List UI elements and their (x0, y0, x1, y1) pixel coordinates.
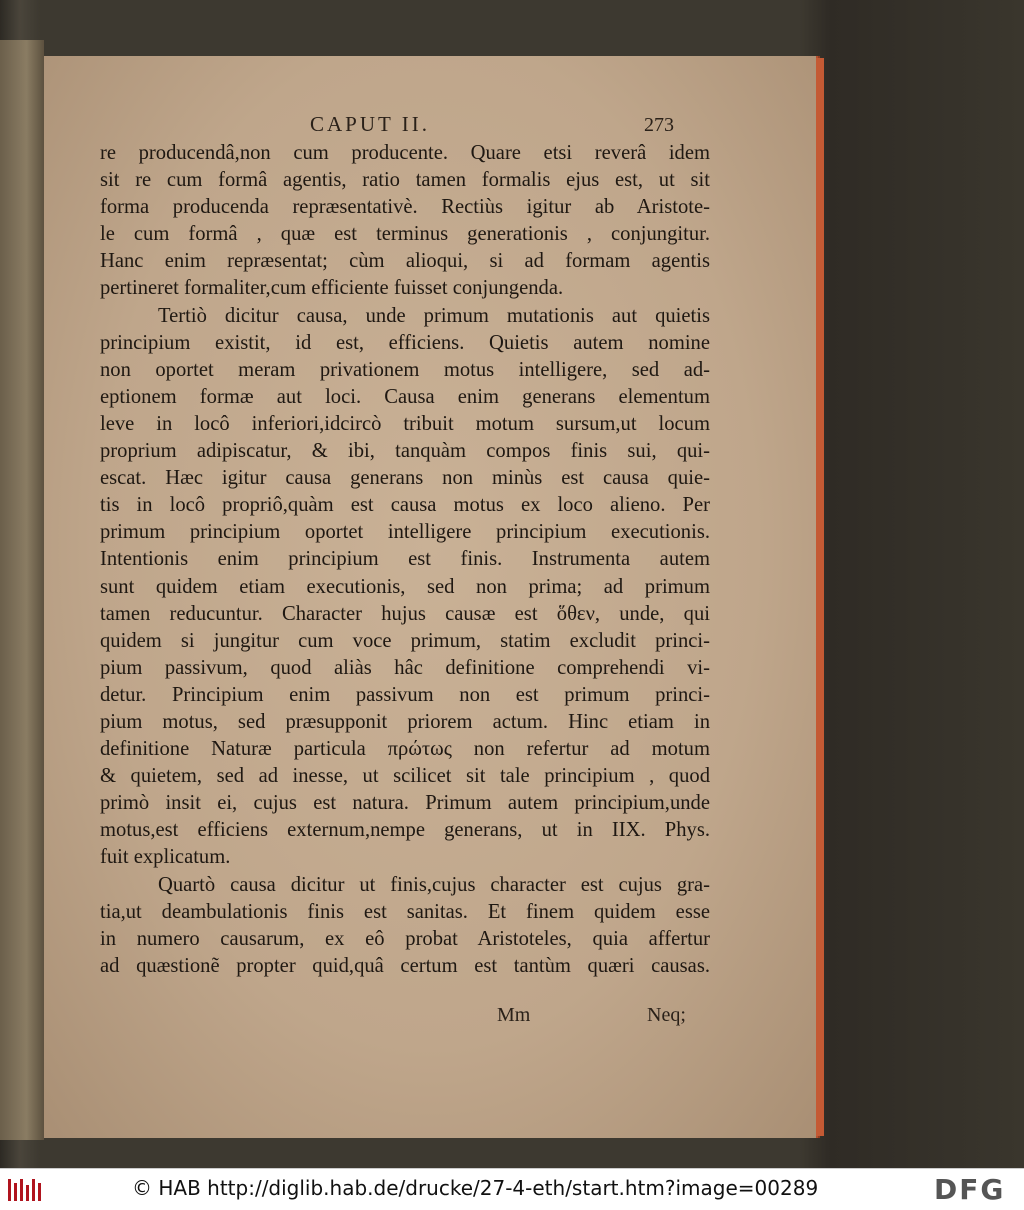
page-number: 273 (644, 114, 674, 136)
text-line: Intentionis enim principium est finis. Instrumenta autem (100, 548, 710, 571)
text-line: re producendâ,non cum producente. Quare etsi reverâ idem (100, 142, 710, 164)
text-line: Hanc enim repræsentat; cùm alioqui, si ad formam agentis (100, 250, 710, 273)
signature-mark: Mm (497, 1004, 531, 1026)
text-line: motus,est efficiens externum,nempe generans, ut in IIX. Phys. (100, 819, 710, 842)
text-line: escat. Hæc igitur causa generans non minùs est causa quie- (100, 467, 710, 490)
text-line: forma producenda repræsentativè. Rectiùs igitur ab Aristote- (100, 196, 710, 219)
text-line: pium motus, sed præsupponit priorem actum. Hinc etiam in (100, 710, 710, 733)
text-line: non oportet meram privationem motus intelligere, sed ad- (100, 358, 710, 381)
text-line: pium passivum, quod aliàs hâc definitione comprehendi vi- (100, 656, 710, 679)
text-line: tis in locô propriô,quàm est causa motus ex loco alieno. Per (100, 494, 710, 517)
dfg-logo: DFG (934, 1173, 1006, 1206)
running-head: CAPUT II. (310, 112, 430, 136)
text-line: primum principium oportet intelligere principium executionis. (100, 521, 710, 544)
hab-logo-icon (6, 1175, 46, 1205)
text-line: tamen reducuntur. Character hujus causæ est ὅθεν, unde, qui (100, 602, 710, 625)
text-line: Quartò causa dicitur ut finis,cujus character est cujus gra- (158, 873, 710, 896)
catchword: Neq; (647, 1004, 686, 1026)
text-line: pertineret formaliter,cum efficiente fuisset conjungenda. (100, 277, 564, 300)
page-red-edge (816, 58, 824, 1136)
viewer-footer (0, 1168, 1024, 1210)
text-line: eptionem formæ aut loci. Causa enim generans elementum (100, 385, 710, 408)
text-line: tia,ut deambulationis finis est sanitas. Et finem quidem esse (100, 900, 710, 923)
text-line: le cum formâ , quæ est terminus generationis , conjungitur. (100, 223, 710, 246)
text-line: in numero causarum, ex eô probat Aristoteles, quia affertur (100, 927, 710, 950)
text-line: fuit explicatum. (100, 846, 231, 869)
text-line: detur. Principium enim passivum non est primum princi- (100, 683, 710, 706)
text-line: & quietem, sed ad inesse, ut scilicet sit tale principium , quod (100, 765, 710, 788)
text-line: Tertiò dicitur causa, unde primum mutationis aut quietis (158, 304, 710, 327)
text-line: sit re cum formâ agentis, ratio tamen formalis ejus est, ut sit (100, 169, 710, 192)
text-line: quidem si jungitur cum voce primum, statim excludit princi- (100, 629, 710, 652)
text-line: definitione Naturæ particula πρώτως non refertur ad motum (100, 738, 710, 761)
text-line: ad quæstionẽ propter quid,quâ certum est tantùm quæri causas. (100, 954, 710, 977)
copyright-link[interactable]: © HAB http://diglib.hab.de/drucke/27-4-eth/start.htm?image=00289 (132, 1176, 819, 1200)
text-line: sunt quidem etiam executionis, sed non prima; ad primum (100, 575, 710, 598)
adjacent-page-edge (0, 40, 44, 1140)
body-text (100, 140, 710, 980)
text-line: primò insit ei, cujus est natura. Primum autem principium,unde (100, 792, 710, 815)
text-line: principium existit, id est, efficiens. Quietis autem nomine (100, 331, 710, 354)
text-line: proprium adipiscatur, & ibi, tanquàm compos finis sui, qui- (100, 440, 710, 463)
text-line: leve in locô inferiori,idcircò tribuit motum sursum,ut locum (100, 412, 710, 435)
